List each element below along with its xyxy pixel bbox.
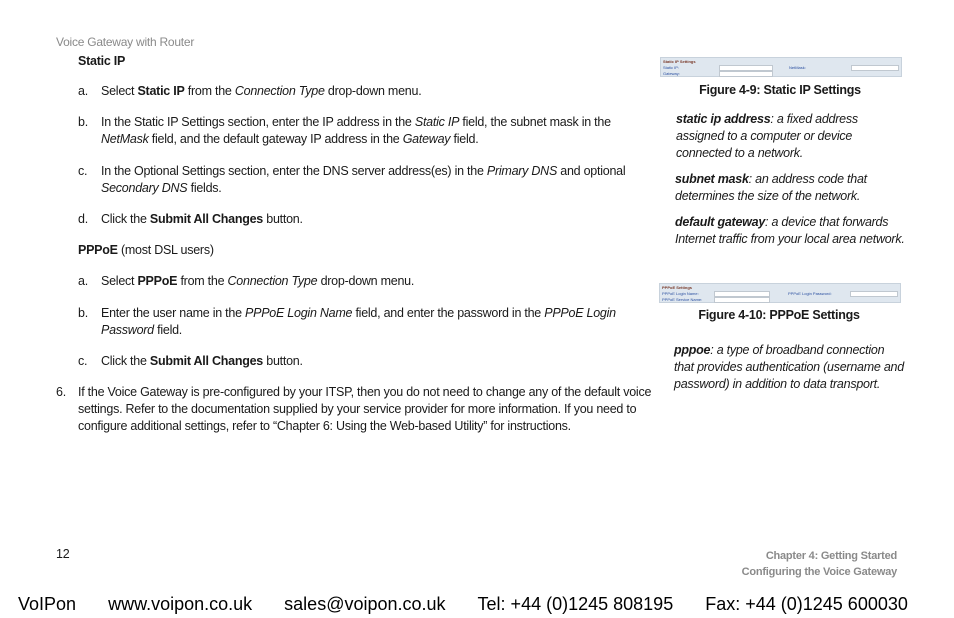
footer-company: VoIPon	[18, 594, 77, 614]
glossary-default-gateway: default gateway: a device that forwards Internet traffic from your local area network.	[675, 215, 905, 246]
footer-email: sales@voipon.co.uk	[284, 594, 446, 614]
static-ip-heading: Static IP	[78, 54, 126, 68]
step-label: b.	[78, 115, 88, 129]
step-label: a.	[78, 84, 88, 98]
footer-tel: Tel: +44 (0)1245 808195	[477, 594, 674, 614]
contact-footer	[18, 594, 908, 615]
glossary-pppoe: pppoe: a type of broadband connection that provides authentication (username and password) in addition to data transport.	[674, 343, 904, 391]
footer-fax: Fax: +44 (0)1245 600030	[705, 594, 908, 614]
step-label: d.	[78, 212, 88, 226]
step-label: c.	[78, 354, 88, 368]
step-label: b.	[78, 306, 88, 320]
step-label: a.	[78, 274, 88, 288]
figure-4-9-caption: Figure 4-9: Static IP Settings	[699, 83, 861, 97]
pppoe-settings-figure: PPPoE Settings PPPoE Login Name: PPPoE Login Password: PPPoE Service Name:	[659, 283, 901, 303]
step-label: c.	[78, 164, 88, 178]
step-6-text: If the Voice Gateway is pre-configured by your ITSP, then you do not need to change any of the default voice settings. Refer to the documentation supplied by your service provider for more information. If you need to configure additional settings, refer to “Chapter 6: Using the Web-based Utility” for instructions.	[78, 385, 652, 433]
page-number: 12	[56, 547, 70, 561]
footer-website: www.voipon.co.uk	[108, 594, 253, 614]
step-6-label: 6.	[56, 385, 66, 399]
pppoe-heading: PPPoE (most DSL users)	[78, 243, 214, 257]
chapter-footer: Chapter 4: Getting Started Configuring the Voice Gateway	[741, 550, 897, 578]
glossary-subnet-mask: subnet mask: an address code that determines the size of the network.	[675, 172, 867, 203]
glossary-static-ip: static ip address: a fixed address assigned to a computer or device connected to a network.	[676, 112, 858, 160]
static-ip-settings-figure: Static IP Settings Static IP: NetMask: Gateway:	[660, 57, 902, 77]
running-header: Voice Gateway with Router	[56, 35, 195, 49]
figure-4-10-caption: Figure 4-10: PPPoE Settings	[698, 308, 860, 322]
